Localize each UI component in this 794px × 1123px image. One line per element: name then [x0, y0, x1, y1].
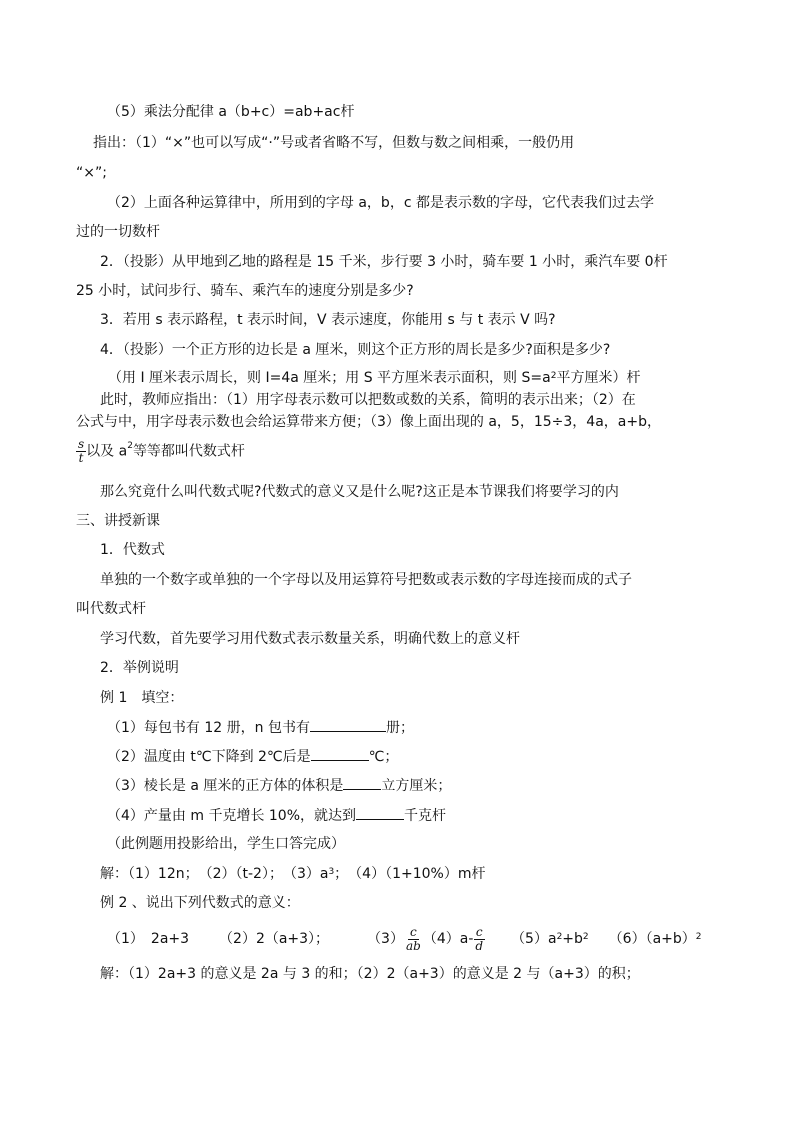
text-line: 过的一切数杆	[76, 224, 160, 240]
subsection-heading: 2．举例说明	[100, 660, 179, 676]
text-line: 指出：（1）“×”也可以写成“·”号或者省略不写，但数与数之间相乘，一般仍用	[93, 135, 575, 151]
text-line: 那么究竟什么叫代数式呢?代数式的意义又是什么呢?这正是本节课我们将要学习的内	[100, 484, 619, 500]
fill-blank	[310, 717, 386, 732]
subsection-heading: 1．代数式	[100, 542, 165, 558]
text-line: 学习代数，首先要学习用代数式表示数量关系，明确代数上的意义杆	[100, 631, 520, 647]
expression-row: （1） 2a+3 （2）2（a+3）； （3） $\frac{c}{ab}$ （4）a- $\frac{c}{d}$ $(5)a^2+b^2$ $(6)(a+b)^2$	[107, 924, 702, 953]
text-line: （2）上面各种运算律中，所用到的字母 a，b，c 都是表示数的字母，它代表我们过去学	[107, 195, 654, 211]
text-line: （4）产量由 m 千克增长 10%，就达到 千克杆	[107, 805, 446, 826]
text-line: （1）每包书有 12 册，n 包书有 册；	[107, 717, 414, 738]
text-line: 此时，教师应指出：（1）用字母表示数可以把数或数的关系，简明的表示出来；（2）在	[100, 392, 636, 408]
text-line: （5）乘法分配律 a（b+c）=ab+ac杆	[107, 104, 355, 120]
text-line: 单独的一个数字或单独的一个字母以及用运算符号把数或表示数的字母连接而成的式子	[100, 572, 632, 588]
example-heading: 例 1 填空：	[100, 690, 184, 706]
text-line: 2．（投影）从甲地到乙地的路程是 15 千米，步行要 3 小时，骑车要 1 小时，乘汽车要 0杆	[100, 254, 668, 270]
text-line: 25 小时，试问步行、骑车、乘汽车的速度分别是多少?	[76, 283, 414, 299]
text-line: （用 I 厘米表示周长，则 I=4a 厘米；用 S 平方厘米表示面积，则 $S=a^2$平方厘米）杆	[108, 370, 641, 386]
text-line: 叫代数式杆	[76, 601, 146, 617]
fill-blank	[356, 805, 404, 820]
fraction-c-over-d: $\frac{c}{d}$	[475, 924, 484, 953]
fill-blank	[311, 746, 369, 761]
fraction-s-over-t: $\frac{s}{t}$	[78, 437, 85, 465]
text-line: 解：（1）12n； （2）（t-2）； $(3)a^3$； （4）（1+10%）m杆	[100, 866, 486, 882]
fill-blank	[343, 775, 381, 790]
text-line: “×”;	[76, 165, 107, 181]
text-line: 公式与中，用字母表示数也会给运算带来方便；（3）像上面出现的 a，5，15÷3，4a，a+b，	[76, 414, 661, 430]
text-line: （3）棱长是 a 厘米的正方体的体积是 立方厘米；	[107, 775, 451, 796]
text-line: $\frac{s}{t}$ 以及 $a^2$等等都叫代数式杆	[78, 437, 245, 465]
text-line: 3．若用 s 表示路程，t 表示时间，V 表示速度，你能用 s 与 t 表示 V 吗?	[100, 312, 556, 328]
text-line: 4．（投影）一个正方形的边长是 a 厘米，则这个正方形的周长是多少?面积是多少?	[100, 342, 611, 358]
fraction-c-over-ab: $\frac{c}{ab}$	[405, 924, 421, 953]
text-line: 解：（1）2a+3 的意义是 2a 与 3 的和；（2）2（a+3）的意义是 2 与（a+3）的积；	[100, 966, 640, 982]
section-heading: 三、讲授新课	[76, 513, 160, 529]
example-heading: 例 2 、说出下列代数式的意义：	[100, 895, 300, 911]
text-line: （此例题用投影给出，学生口答完成）	[107, 836, 345, 852]
text-line: （2）温度由 t℃下降到 2℃后是 ℃；	[107, 746, 398, 767]
